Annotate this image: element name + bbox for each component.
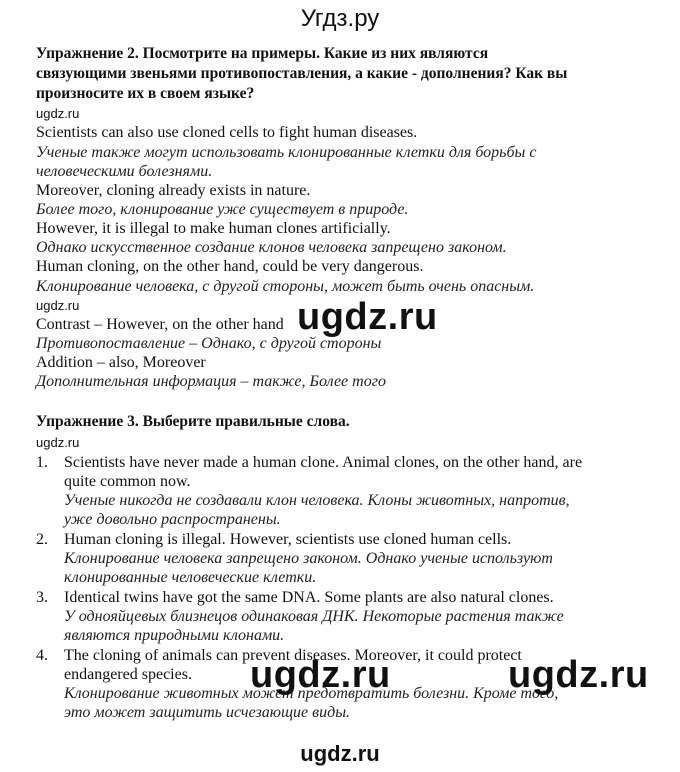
ex2-line-4: Moreover, cloning already exists in nature.	[36, 182, 311, 199]
item-4-line-3: Клонирование животных может предотвратить болезни. Кроме того,	[64, 685, 559, 702]
item-1-line-4: уже довольно распространены.	[64, 511, 281, 528]
watermark-bottom: ugdz.ru	[300, 741, 380, 766]
item-3-number: 3.	[36, 589, 48, 606]
item-4-line-1: The cloning of animals can prevent diseases. Moreover, it could protect	[64, 647, 522, 664]
item-3-line-3: являются природными клонами.	[64, 627, 285, 644]
ex2-line-1: Scientists can also use cloned cells to fight human diseases.	[36, 124, 418, 141]
item-2-line-2: Клонирование человека запрещено законом. Однако ученые используют	[64, 550, 553, 567]
ex2-line-3: человеческими болезнями.	[36, 163, 213, 180]
item-1-line-2: quite common now.	[64, 473, 191, 490]
item-1-number: 1.	[36, 454, 48, 471]
exercise-2-heading-line-1: Упражнение 2. Посмотрите на примеры. Какие из них являются	[36, 45, 489, 62]
ex2-answer-contrast-ru: Противопоставление – Однако, с другой стороны	[36, 335, 382, 352]
ex2-answer-addition-ru: Дополнительная информация – также, Более того	[36, 373, 386, 390]
exercise-2-heading-line-3: произносите их в своем языке?	[36, 85, 255, 102]
item-2-line-1: Human cloning is illegal. However, scientists use cloned human cells.	[64, 531, 512, 548]
watermark-big: ugdz.ru	[250, 654, 391, 696]
item-1-line-3: Ученые никогда не создавали клон человека. Клоны животных, напротив,	[64, 492, 570, 509]
item-3-line-2: У однояйцевых близнецов одинаковая ДНК. Некоторые растения также	[64, 608, 564, 625]
item-3-line-1: Identical twins have got the same DNA. Some plants are also natural clones.	[64, 589, 554, 606]
watermark-small: ugdz.ru	[36, 106, 80, 121]
item-4-line-4: это может защитить исчезающие виды.	[64, 704, 351, 721]
watermark-small: ugdz.ru	[36, 298, 80, 313]
ex2-line-5: Более того, клонирование уже существует в природе.	[36, 201, 409, 218]
watermark-small: ugdz.ru	[36, 435, 80, 450]
ex2-line-7: Однако искусственное создание клонов человека запрещено законом.	[36, 239, 507, 256]
item-2-line-3: клонированные человеческие клетки.	[64, 569, 317, 586]
item-4-number: 4.	[36, 647, 48, 664]
watermark-big: ugdz.ru	[297, 296, 438, 338]
item-4-line-2: endangered species.	[64, 666, 192, 683]
ex2-line-9: Клонирование человека, с другой стороны, может быть очень опасным.	[36, 278, 535, 295]
exercise-3-heading: Упражнение 3. Выберите правильные слова.	[36, 413, 350, 430]
ex2-line-2: Ученые также могут использовать клонированные клетки для борьбы с	[36, 144, 537, 161]
item-2-number: 2.	[36, 531, 48, 548]
ex2-answer-contrast: Contrast – However, on the other hand	[36, 316, 284, 333]
ex2-line-8: Human cloning, on the other hand, could be very dangerous.	[36, 258, 424, 275]
item-1-line-1: Scientists have never made a human clone. Animal clones, on the other hand, are	[64, 454, 583, 471]
site-title: Угдз.ру	[300, 5, 380, 32]
ex2-answer-addition: Addition – also, Moreover	[36, 354, 206, 371]
ex2-line-6: However, it is illegal to make human clones artificially.	[36, 220, 391, 237]
watermark-big: ugdz.ru	[508, 654, 649, 696]
exercise-2-heading-line-2: связующими звеньями противопоставления, а какие - дополнения? Как вы	[36, 65, 568, 82]
